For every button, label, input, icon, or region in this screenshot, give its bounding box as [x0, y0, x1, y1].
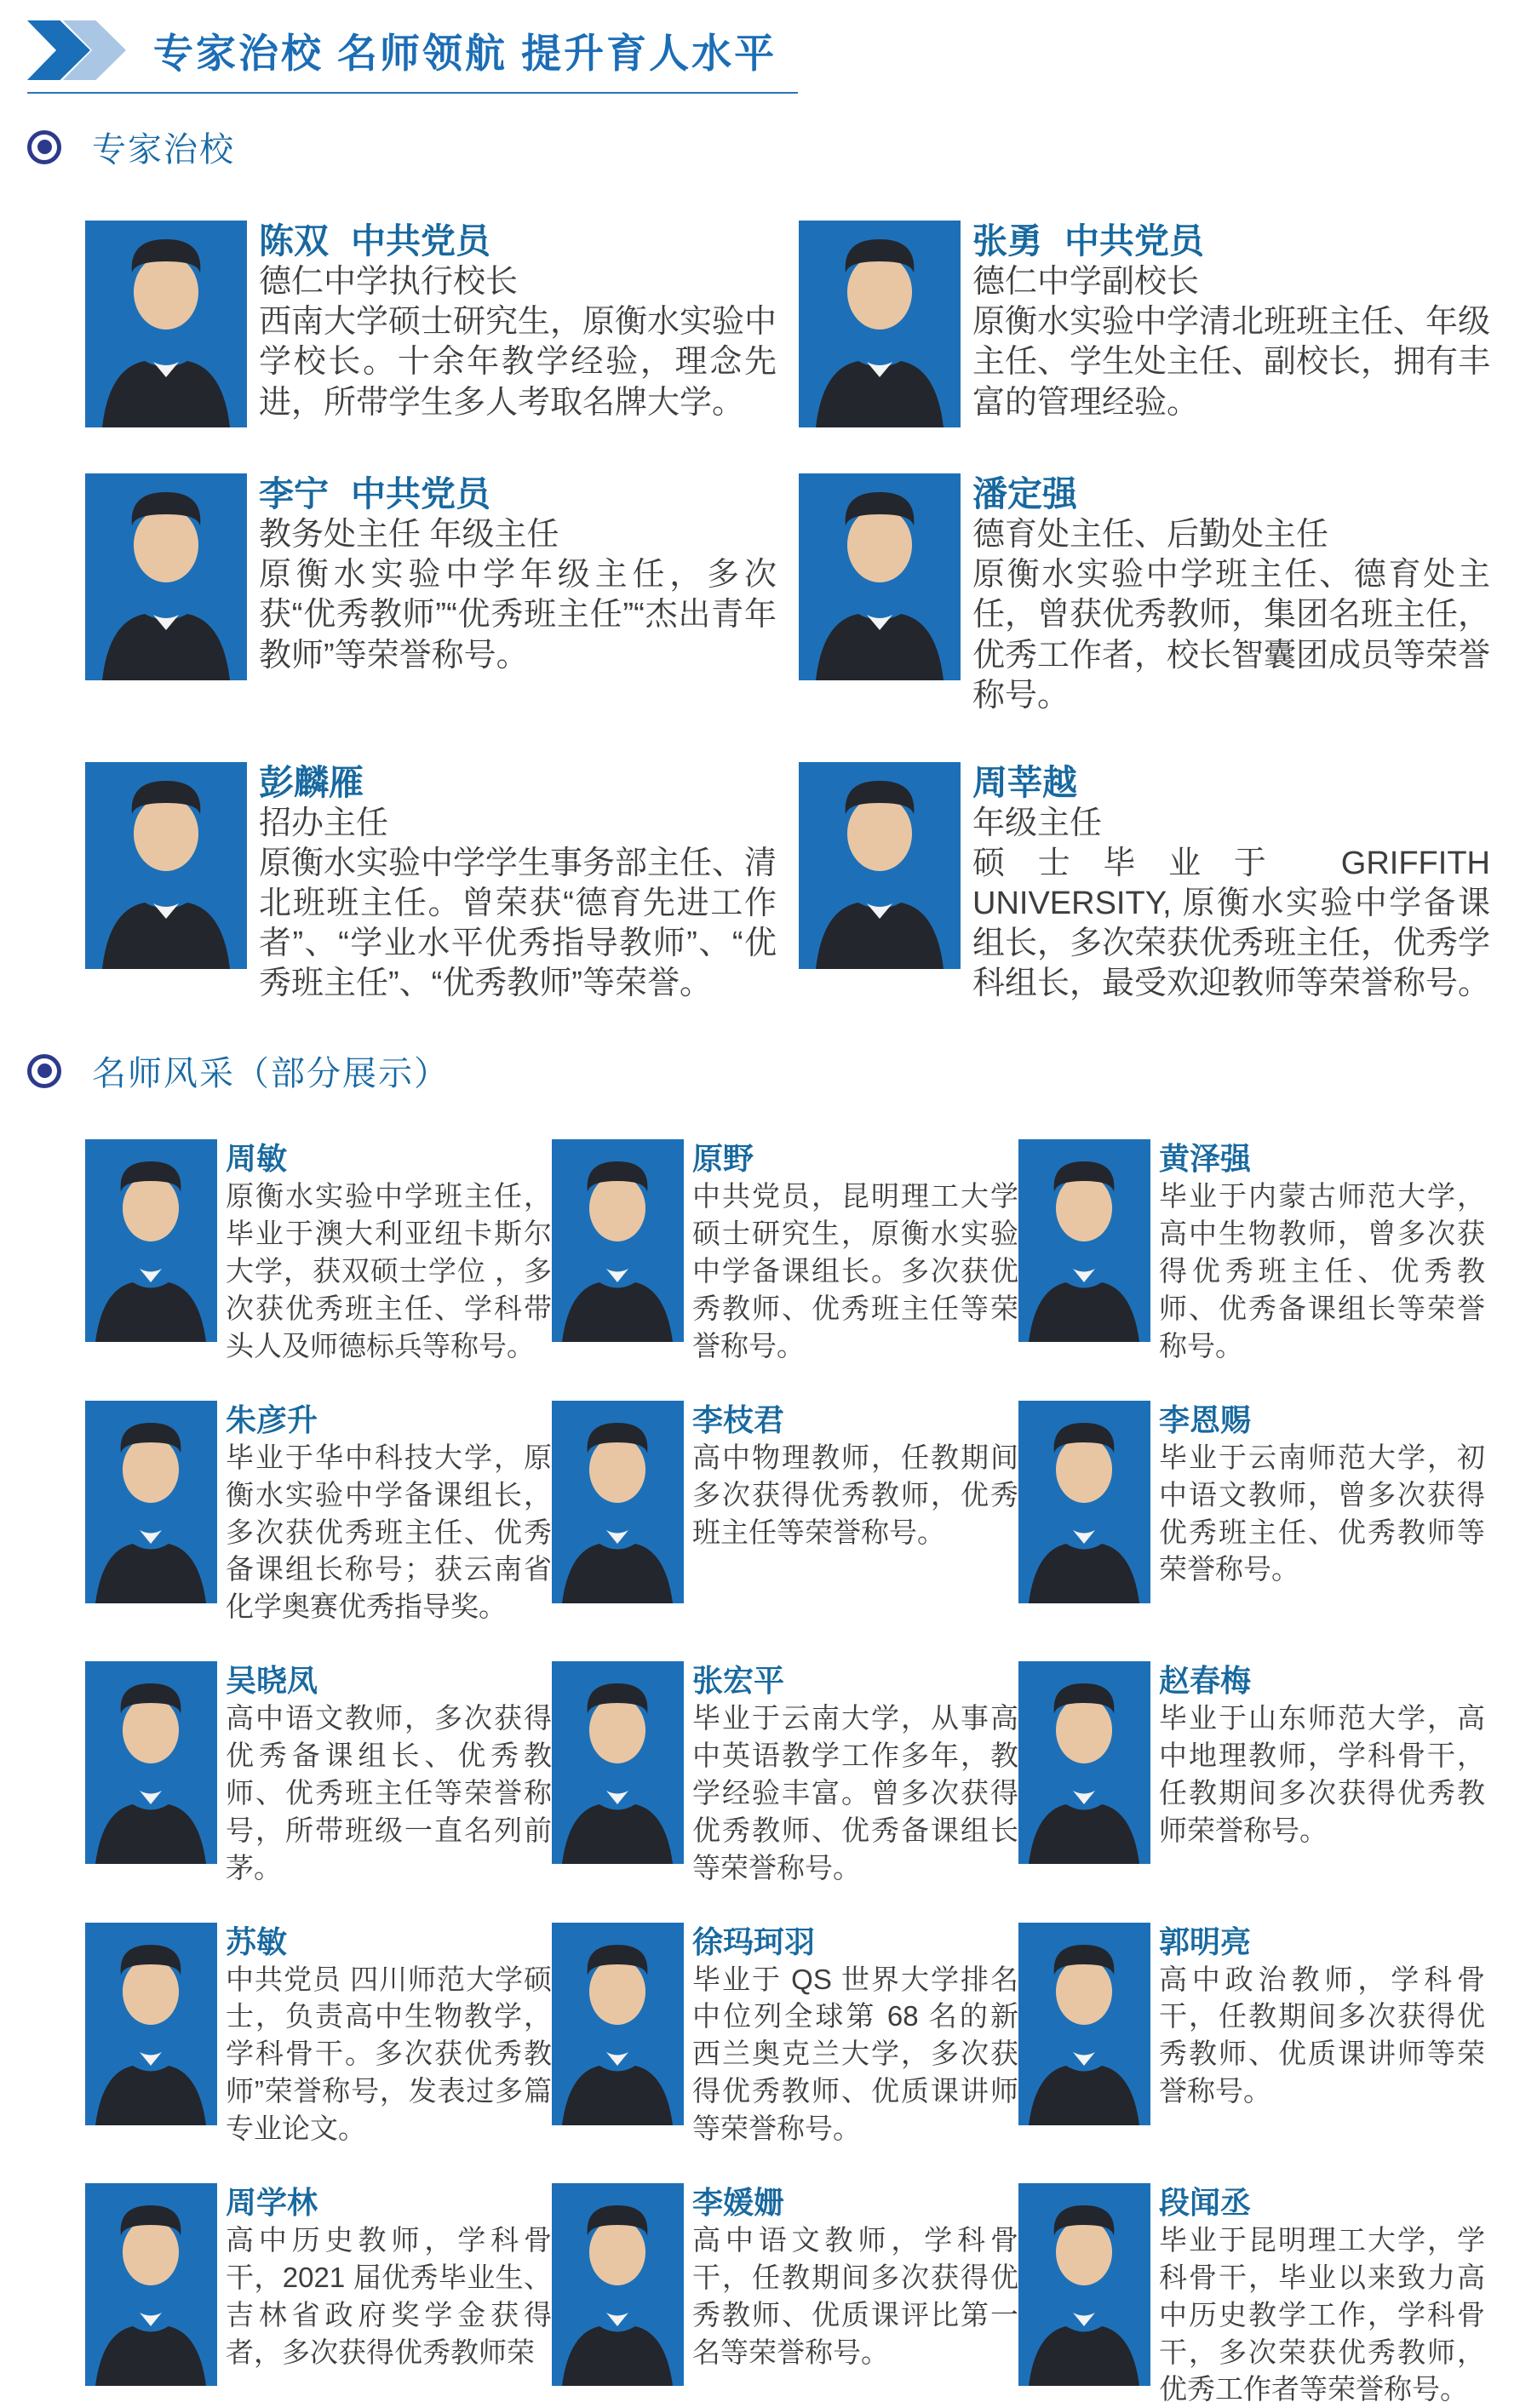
teacher-bio: 高中物理教师，任教期间多次获得优秀教师，优秀班主任等荣誉称号。	[692, 1441, 1018, 1548]
teacher-card	[1018, 1401, 1485, 1625]
expert-name: 张勇	[972, 221, 1042, 261]
teacher-card	[1018, 2183, 1485, 2408]
teacher-name: 原野	[692, 1141, 754, 1177]
expert-name: 潘定强	[972, 474, 1077, 513]
expert-role: 年级主任	[972, 805, 1103, 841]
teacher-bio: 高中历史教师，学科骨干，2021 届优秀毕业生、吉林省政府奖学金获得者，多次获得优秀教师荣	[226, 2223, 552, 2368]
teacher-name: 徐玛珂羽	[692, 1924, 816, 1959]
teacher-card	[552, 1923, 1018, 2147]
page-title: 专家治校 名师领航 提升育人水平	[153, 30, 777, 76]
teacher-bio: 毕业于 QS 世界大学排名中位列全球第 68 名的新西兰奥克兰大学，多次获得优秀教师、优质课讲师等荣誉称号。	[692, 1963, 1018, 2145]
teacher-bio: 高中语文教师，多次获得优秀备课组长、优秀教师、优秀班主任等荣誉称号，所带班级一直名列前茅。	[226, 1702, 552, 1883]
teacher-bio: 原衡水实验中学班主任，毕业于澳大利亚纽卡斯尔大学，获双硕士学位 ，多次获优秀班主任、学科带头人及师德标兵等称号。	[226, 1180, 552, 1362]
expert-bio: 西南大学硕士研究生，原衡水实验中学校长。十余年教学经验，理念先进，所带学生多人考取名牌大学。	[259, 304, 777, 421]
double-chevron-icon	[27, 20, 128, 80]
title-underline	[27, 92, 798, 94]
teacher-text	[224, 1139, 552, 1364]
teacher-card	[1018, 1661, 1485, 1886]
expert-role: 教务处主任 年级主任	[259, 517, 559, 553]
teacher-text	[691, 1139, 1018, 1364]
expert-card	[85, 762, 799, 1005]
expert-card	[85, 473, 799, 716]
teacher-card	[552, 1139, 1018, 1364]
expert-name: 李宁	[259, 474, 329, 513]
expert-role: 招办主任	[259, 805, 389, 841]
teacher-card	[552, 1661, 1018, 1886]
portrait-photo	[85, 762, 247, 969]
portrait-photo	[799, 762, 961, 969]
expert-name-line	[259, 473, 777, 515]
expert-party-tag: 中共党员	[351, 221, 490, 261]
teacher-name: 郭明亮	[1159, 1924, 1252, 1959]
teacher-card	[85, 1923, 552, 2147]
teacher-text	[691, 2183, 1018, 2408]
expert-card	[799, 221, 1512, 427]
teacher-card	[552, 2183, 1018, 2408]
portrait-photo	[85, 473, 247, 680]
expert-name: 彭麟雁	[259, 762, 364, 802]
expert-text	[972, 762, 1512, 1005]
teacher-card	[85, 1661, 552, 1886]
portrait-photo	[552, 1661, 684, 1864]
teacher-text	[224, 2183, 552, 2408]
teacher-bio: 高中语文教师，学科骨干，任教期间多次获得优秀教师、优质课评比第一名等荣誉称号。	[692, 2223, 1018, 2368]
expert-role: 德育处主任、后勤处主任	[972, 517, 1329, 553]
teachers-grid	[85, 1139, 1520, 2408]
expert-text	[259, 762, 799, 1005]
expert-name-line	[259, 221, 777, 262]
portrait-photo	[1018, 2183, 1150, 2386]
portrait-photo	[85, 1401, 217, 1603]
teacher-name: 李恩赐	[1159, 1402, 1252, 1437]
teacher-name: 李枝君	[692, 1402, 785, 1437]
teacher-bio: 毕业于昆明理工大学，学科骨干，毕业以来致力高中历史教学工作，学科骨干，多次荣获优秀教师，优秀工作者等荣誉称号。	[1159, 2223, 1485, 2405]
expert-name-line	[259, 762, 777, 804]
expert-name-line	[972, 473, 1490, 515]
expert-bio: 硕士毕业于 GRIFFITH UNIVERSITY, 原衡水实验中学备课组长，多次荣获优秀班主任，优秀学科组长，最受欢迎教师等荣誉称号。	[972, 846, 1491, 1002]
expert-name-line	[972, 221, 1490, 262]
expert-text	[972, 473, 1512, 716]
portrait-photo	[85, 221, 247, 427]
expert-role: 德仁中学副校长	[972, 264, 1200, 301]
teacher-bio: 中共党员 四川师范大学硕士，负责高中生物教学，学科骨干。多次获优秀教师”荣誉称号，发表过多篇专业论文。	[226, 1963, 552, 2145]
expert-party-tag: 中共党员	[351, 474, 490, 513]
teacher-name: 段闻丞	[1159, 2184, 1252, 2220]
portrait-photo	[1018, 1401, 1150, 1603]
teacher-bio: 毕业于云南大学，从事高中英语教学工作多年，教学经验丰富。曾多次获得优秀教师、优秀备课组长等荣誉称号。	[692, 1702, 1018, 1883]
portrait-photo	[85, 1661, 217, 1864]
section-header-experts	[27, 123, 1520, 171]
teacher-text	[691, 1923, 1018, 2147]
portrait-photo	[85, 2183, 217, 2386]
teacher-name: 苏敏	[226, 1924, 288, 1959]
expert-bio: 原衡水实验中学清北班班主任、年级主任、学生处主任、副校长，拥有丰富的管理经验。	[972, 304, 1491, 421]
teacher-text	[1157, 1401, 1485, 1625]
teacher-text	[224, 1661, 552, 1886]
teacher-text	[1157, 2183, 1485, 2408]
teacher-name: 赵春梅	[1159, 1663, 1252, 1699]
teacher-card	[1018, 1923, 1485, 2147]
teacher-text	[224, 1401, 552, 1625]
expert-name: 周莘越	[972, 762, 1077, 802]
teacher-name: 黄泽强	[1159, 1141, 1252, 1177]
portrait-photo	[1018, 1923, 1150, 2125]
portrait-photo	[1018, 1139, 1150, 1342]
expert-card	[799, 473, 1512, 716]
teacher-bio: 毕业于云南师范大学，初中语文教师，曾多次获得优秀班主任、优秀教师等荣誉称号。	[1159, 1441, 1485, 1585]
section-title: 专家治校	[92, 131, 235, 169]
section-title: 名师风采（部分展示）	[92, 1055, 450, 1093]
experts-grid	[85, 221, 1520, 1004]
teacher-name: 朱彦升	[226, 1402, 318, 1437]
portrait-photo	[552, 1923, 684, 2125]
teacher-card	[552, 1401, 1018, 1625]
expert-card	[85, 221, 799, 427]
portrait-photo	[1018, 1661, 1150, 1864]
teacher-bio: 毕业于山东师范大学，高中地理教师，学科骨干，任教期间多次获得优秀教师荣誉称号。	[1159, 1702, 1485, 1846]
expert-role: 德仁中学执行校长	[259, 264, 519, 301]
expert-name: 陈双	[259, 221, 329, 261]
portrait-photo	[85, 1139, 217, 1342]
teacher-bio: 毕业于内蒙古师范大学，高中生物教师，曾多次获得优秀班主任、优秀教师、优秀备课组长等荣誉称号。	[1159, 1180, 1485, 1362]
teacher-card	[85, 2183, 552, 2408]
expert-party-tag: 中共党员	[1064, 221, 1204, 261]
portrait-photo	[552, 1401, 684, 1603]
page-header	[27, 20, 1520, 80]
expert-text	[259, 473, 799, 716]
expert-text	[972, 221, 1512, 427]
bullseye-icon	[27, 1054, 61, 1088]
teacher-text	[1157, 1139, 1485, 1364]
teacher-card	[85, 1401, 552, 1625]
teacher-text	[691, 1661, 1018, 1886]
expert-name-line	[972, 762, 1490, 804]
teacher-text	[1157, 1923, 1485, 2147]
portrait-photo	[552, 2183, 684, 2386]
teacher-text	[1157, 1661, 1485, 1886]
section-header-teachers	[27, 1046, 1520, 1095]
expert-text	[259, 221, 799, 427]
teacher-text	[691, 1401, 1018, 1625]
expert-card	[799, 762, 1512, 1005]
teacher-card	[1018, 1139, 1485, 1364]
teacher-bio: 中共党员，昆明理工大学硕士研究生，原衡水实验中学备课组长。多次获优秀教师、优秀班主任等荣誉称号。	[692, 1180, 1018, 1362]
brochure-page	[0, 20, 1520, 2405]
teacher-name: 吴晓凤	[226, 1663, 318, 1699]
teacher-name: 张宏平	[692, 1663, 785, 1699]
teacher-card	[85, 1139, 552, 1364]
expert-bio: 原衡水实验中学班主任、德育处主任，曾获优秀教师，集团名班主任，优秀工作者，校长智囊团成员等荣誉称号。	[972, 557, 1491, 714]
teacher-bio: 高中政治教师，学科骨干，任教期间多次获得优秀教师、优质课讲师等荣誉称号。	[1159, 1963, 1485, 2107]
bullseye-icon	[27, 130, 61, 164]
expert-bio: 原衡水实验中学学生事务部主任、清北班班主任。曾荣获“德育先进工作者”、“学业水平优秀指导教师”、“优秀班主任”、“优秀教师”等荣誉。	[259, 846, 777, 1002]
teacher-name: 李媛姗	[692, 2184, 785, 2220]
portrait-photo	[85, 1923, 217, 2125]
portrait-photo	[799, 473, 961, 680]
teacher-bio: 毕业于华中科技大学，原衡水实验中学备课组长，多次获优秀班主任、优秀备课组长称号；获云南省化学奥赛优秀指导奖。	[226, 1441, 552, 1623]
expert-bio: 原衡水实验中学年级主任，多次获“优秀教师”“优秀班主任”“杰出青年教师”等荣誉称号。	[259, 557, 777, 674]
teacher-text	[224, 1923, 552, 2147]
portrait-photo	[552, 1139, 684, 1342]
teacher-name: 周学林	[226, 2184, 318, 2220]
teacher-name: 周敏	[226, 1141, 288, 1177]
portrait-photo	[799, 221, 961, 427]
